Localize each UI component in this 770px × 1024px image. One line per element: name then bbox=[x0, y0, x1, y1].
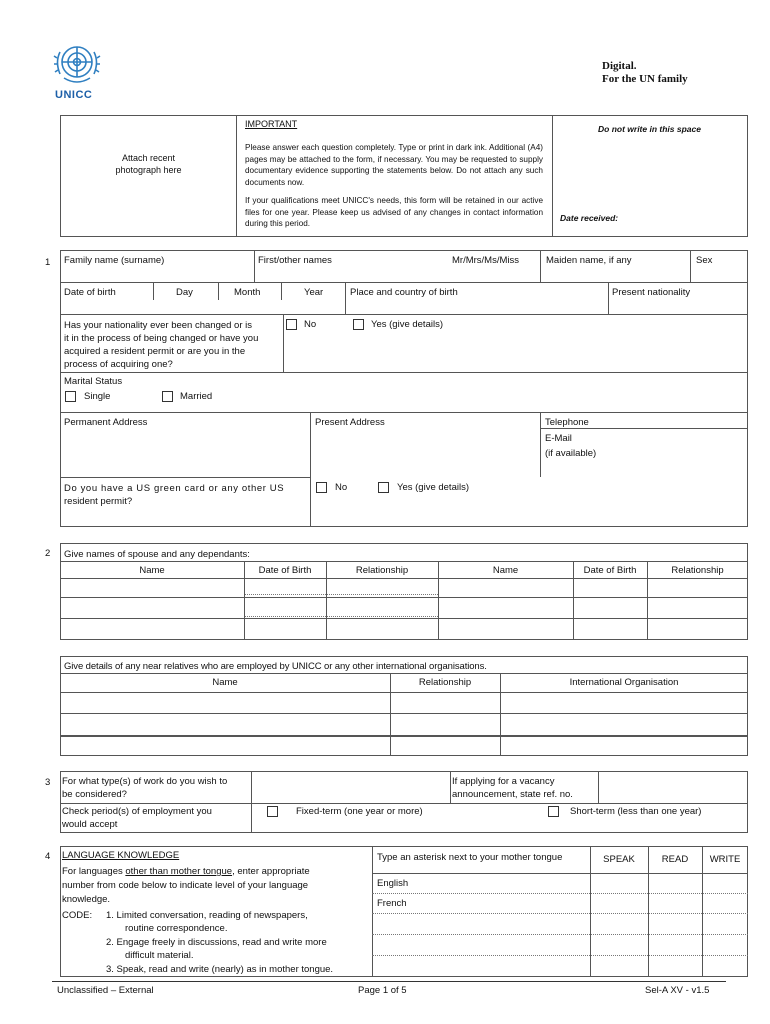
fixed-term-label: Fixed-term (one year or more) bbox=[296, 806, 423, 817]
first-names-label: First/other names bbox=[258, 255, 332, 266]
intro-part-b: , enter appropriate bbox=[232, 866, 310, 877]
col-relationship: Relationship bbox=[355, 565, 409, 576]
office-use-label: Do not write in this space bbox=[598, 124, 701, 134]
month-label: Month bbox=[234, 287, 261, 298]
relatives-title: Give details of any near relatives who are employed by UNICC or any other international organisations. bbox=[64, 661, 487, 672]
telephone-label: Telephone bbox=[545, 417, 589, 428]
code-label: CODE: bbox=[62, 910, 93, 921]
unicc-logo bbox=[52, 40, 102, 102]
dependants-title: Give names of spouse and any dependants: bbox=[64, 549, 250, 560]
col-relationship-2: Relationship bbox=[671, 565, 724, 576]
language-french: French bbox=[377, 898, 407, 909]
nationality-label: Present nationality bbox=[612, 287, 691, 298]
family-name-label: Family name (surname) bbox=[64, 255, 165, 266]
speak-header: SPEAK bbox=[603, 854, 635, 865]
nationality-question-3: acquired a resident permit or are you in the bbox=[64, 346, 246, 357]
birth-place-label: Place and country of birth bbox=[350, 287, 458, 298]
photo-label-2: photograph here bbox=[115, 165, 182, 175]
col-dob: Date of Birth bbox=[258, 565, 312, 576]
code-1-cont: routine correspondence. bbox=[125, 923, 228, 934]
mother-tongue-header: Type an asterisk next to your mother tongue bbox=[377, 852, 563, 863]
important-para-2: If your qualifications meet UNICC's needs, this form will be retained in our active files for one year. Please keep us advised of any changes in contact information during this period. bbox=[245, 196, 543, 228]
important-heading: IMPORTANT bbox=[245, 119, 298, 129]
nationality-question: Has your nationality ever been changed or is bbox=[64, 320, 253, 331]
section-4-number: 4 bbox=[45, 851, 51, 862]
language-intro bbox=[62, 866, 310, 878]
green-card-no-label: No bbox=[335, 482, 348, 493]
date-received-label: Date received: bbox=[560, 213, 619, 223]
email-label: E-Mail bbox=[545, 433, 572, 444]
col-name-2: Name bbox=[492, 565, 519, 576]
rel-col-organisation: International Organisation bbox=[569, 677, 679, 688]
fixed-term-checkbox[interactable] bbox=[267, 806, 278, 817]
code-2-cont: difficult material. bbox=[125, 950, 194, 961]
marital-status-label: Marital Status bbox=[64, 376, 123, 387]
section-1-number: 1 bbox=[45, 257, 51, 268]
language-intro-3: knowledge. bbox=[62, 894, 111, 905]
rel-col-name: Name bbox=[212, 677, 238, 688]
vacancy-label-2: announcement, state ref. no. bbox=[452, 789, 573, 800]
sex-label: Sex bbox=[696, 255, 713, 266]
vacancy-label: If applying for a vacancy bbox=[452, 776, 555, 787]
married-label: Married bbox=[180, 391, 213, 402]
dob-label: Date of birth bbox=[64, 287, 116, 298]
code-3: 3. Speak, read and write (nearly) as in mother tongue. bbox=[106, 964, 334, 975]
work-type-question: For what type(s) of work do you wish to bbox=[62, 776, 228, 787]
col-dob-2: Date of Birth bbox=[583, 565, 637, 576]
title-label: Mr/Mrs/Ms/Miss bbox=[452, 255, 520, 266]
green-card-question-2: resident permit? bbox=[64, 496, 133, 507]
language-intro-2: number from code below to indicate level of your language bbox=[62, 880, 309, 891]
maiden-name-label: Maiden name, if any bbox=[546, 255, 632, 266]
footer-page: Page 1 of 5 bbox=[358, 985, 407, 996]
green-card-yes-checkbox[interactable] bbox=[378, 482, 389, 493]
footer-classification: Unclassified – External bbox=[57, 985, 154, 996]
green-card-no-checkbox[interactable] bbox=[316, 482, 327, 493]
code-2: 2. Engage freely in discussions, read and write more bbox=[106, 937, 327, 948]
write-header: WRITE bbox=[709, 854, 741, 865]
single-label: Single bbox=[84, 391, 111, 402]
section-2-number: 2 bbox=[45, 548, 51, 559]
short-term-label: Short-term (less than one year) bbox=[570, 806, 702, 817]
permanent-address-label: Permanent Address bbox=[64, 417, 148, 428]
intro-part-a: For languages bbox=[62, 866, 126, 877]
photo-label: Attach recent bbox=[121, 153, 176, 163]
language-english: English bbox=[377, 878, 409, 889]
footer-version: Sel-A XV - v1.5 bbox=[645, 985, 710, 996]
short-term-checkbox[interactable] bbox=[548, 806, 559, 817]
tagline-digital: Digital. bbox=[602, 60, 637, 72]
un-emblem-icon bbox=[52, 40, 102, 90]
if-available-label: (if available) bbox=[545, 448, 597, 459]
important-para-1: Please answer each question completely. Type or print in dark ink. Additional (A4) pages may be attached to the form, if necessary. You may be requested to supply documentary evidence supporting the statements below. Do not attach any such documents now. bbox=[245, 143, 543, 187]
logo-text: UNICC bbox=[55, 89, 93, 101]
nationality-yes-label: Yes (give details) bbox=[371, 319, 443, 330]
green-card-question: Do you have a US green card or any other US bbox=[64, 483, 285, 494]
intro-mother-tongue: other than mother tongue bbox=[125, 866, 233, 877]
tagline-family: For the UN family bbox=[602, 73, 688, 85]
period-question-2: would accept bbox=[62, 819, 118, 830]
single-checkbox[interactable] bbox=[65, 391, 76, 402]
present-address-label: Present Address bbox=[315, 417, 385, 428]
col-name: Name bbox=[139, 565, 165, 576]
work-type-question-2: be considered? bbox=[62, 789, 127, 800]
read-header: READ bbox=[661, 854, 689, 865]
year-label: Year bbox=[304, 287, 324, 298]
rel-col-relationship: Relationship bbox=[418, 677, 472, 688]
green-card-yes-label: Yes (give details) bbox=[397, 482, 469, 493]
code-1: 1. Limited conversation, reading of newspapers, bbox=[106, 910, 308, 921]
period-question: Check period(s) of employment you bbox=[62, 806, 212, 817]
nationality-yes-checkbox[interactable] bbox=[353, 319, 364, 330]
section-3-number: 3 bbox=[45, 777, 51, 788]
nationality-no-label: No bbox=[304, 319, 317, 330]
nationality-question-2: it in the process of being changed or have you bbox=[64, 333, 259, 344]
nationality-no-checkbox[interactable] bbox=[286, 319, 297, 330]
married-checkbox[interactable] bbox=[162, 391, 173, 402]
language-title: LANGUAGE KNOWLEDGE bbox=[62, 850, 180, 861]
nationality-question-4: process of acquiring one? bbox=[64, 359, 173, 370]
day-label: Day bbox=[176, 287, 193, 298]
